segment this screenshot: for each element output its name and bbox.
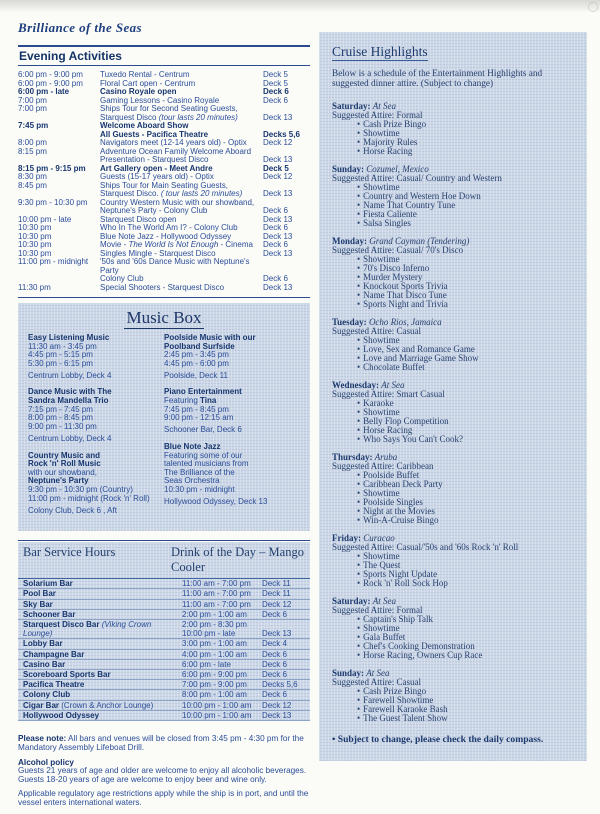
day-item: • Salsa Singles bbox=[357, 218, 411, 228]
bullet-icon: • bbox=[357, 515, 361, 525]
activity-deck: Deck 13 bbox=[263, 248, 293, 258]
activity-deck: Deck 6 bbox=[263, 206, 288, 215]
bar-row bbox=[18, 711, 310, 721]
day-attire: Suggested Attire: Smart Casual bbox=[332, 389, 445, 399]
bullet-icon: • bbox=[357, 263, 361, 273]
day-item: • Who Says You Can't Cook? bbox=[357, 434, 464, 444]
day-attire: Suggested Attire: Casual bbox=[332, 326, 421, 336]
day-item: • Murder Mystery bbox=[357, 272, 423, 282]
day-item: • Karaoke bbox=[357, 398, 394, 408]
day-item: • Showtime bbox=[357, 182, 400, 192]
drink-of-the-day: Drink of the Day – Mango Cooler bbox=[171, 545, 304, 575]
block-venue: Poolside, Deck 11 bbox=[164, 370, 228, 380]
bullet-icon: • bbox=[357, 128, 361, 138]
left-column bbox=[18, 20, 310, 814]
bar-time: 6:00 pm - 9:00 pm bbox=[182, 670, 247, 680]
bullet-icon: • bbox=[357, 578, 361, 588]
bar-name: Champagne Bar bbox=[23, 649, 85, 659]
bullet-icon: • bbox=[357, 560, 361, 570]
day-attire: Suggested Attire: Formal bbox=[332, 110, 423, 120]
bar-deck: Deck 11 bbox=[262, 579, 291, 589]
activity-event: Navigators meet (12-14 years old) - Optix bbox=[100, 138, 247, 147]
activity-time: 9:30 pm - 10:30 pm bbox=[18, 197, 88, 207]
day-item: • Showtime bbox=[357, 128, 400, 138]
activity-row bbox=[18, 105, 310, 122]
activity-deck: Deck 13 bbox=[263, 189, 293, 198]
day-item: • 70's Disco Inferno bbox=[357, 263, 430, 273]
activity-time: 10:30 pm bbox=[18, 240, 52, 249]
day-block bbox=[332, 318, 575, 372]
bar-time: 11:00 am - 7:00 pm bbox=[182, 579, 251, 589]
bullet-icon: • bbox=[357, 506, 361, 516]
alcohol-policy-line: Guests 18-20 years of age are welcome to enjoy beer and wine only. bbox=[18, 775, 267, 785]
bar-time: 10:00 pm - 1:00 am bbox=[182, 710, 252, 720]
day-attire: Suggested Attire: Caribbean bbox=[332, 461, 434, 471]
regulatory-note: Applicable regulatory age restrictions apply while the ship is in port, and until the vessel enters international waters. bbox=[18, 789, 309, 807]
bullet-icon: • bbox=[357, 218, 361, 228]
alcohol-policy-line: Guests 21 years of age and older are welcome to enjoy all alcoholic beverages. bbox=[18, 766, 307, 776]
activity-deck: Deck 13 bbox=[263, 155, 293, 164]
bullet-icon: • bbox=[357, 470, 361, 480]
day-port: Ocho Rios, Jamaica bbox=[368, 317, 442, 327]
day-item: • Chef's Cooking Demonstration bbox=[357, 641, 475, 651]
bullet-icon: • bbox=[357, 254, 361, 264]
notes-section bbox=[18, 735, 310, 808]
activity-deck: Deck 6 bbox=[263, 87, 289, 96]
day-block bbox=[332, 597, 575, 660]
bar-service-header bbox=[18, 542, 310, 579]
activity-event: Gaming Lessons - Casino Royale bbox=[100, 95, 220, 105]
music-box-columns bbox=[28, 334, 300, 523]
day-name: Monday: bbox=[332, 236, 370, 246]
block-venue: Centrum Lobby, Deck 4 bbox=[28, 370, 112, 380]
day-port: At Sea bbox=[366, 668, 390, 678]
bar-row bbox=[18, 680, 310, 690]
activity-time: 8:15 pm - 9:15 pm bbox=[18, 163, 86, 173]
bar-name: Scoreboard Sports Bar bbox=[23, 670, 111, 680]
day-name: Saturday: bbox=[332, 596, 373, 606]
activity-deck: Deck 13 bbox=[263, 112, 293, 122]
bullet-icon: • bbox=[357, 191, 361, 201]
highlights-footer: • Subject to change, please check the daily compass. bbox=[332, 734, 544, 745]
cruise-highlights-title: Cruise Highlights bbox=[332, 44, 428, 59]
day-block bbox=[332, 237, 575, 309]
day-item: • Showtime bbox=[357, 551, 400, 561]
day-item: • Belly Flop Competition bbox=[357, 416, 449, 426]
activity-event: Casino Royale open bbox=[100, 87, 177, 96]
bar-time: 4:00 pm - 1:00 am bbox=[182, 649, 247, 659]
bar-name: Casino Bar bbox=[23, 659, 66, 669]
bar-row bbox=[18, 620, 310, 639]
activity-row bbox=[18, 258, 310, 284]
day-item: • Love and Marriage Game Show bbox=[357, 353, 479, 363]
bullet-icon: • bbox=[357, 650, 361, 660]
day-block bbox=[332, 102, 575, 156]
bullet-icon: • bbox=[357, 290, 361, 300]
bar-row bbox=[18, 600, 310, 610]
bar-row bbox=[18, 650, 310, 660]
bullet-icon: • bbox=[357, 281, 361, 291]
block-venue: Colony Club, Deck 6 , Aft bbox=[28, 505, 117, 515]
day-attire: Suggested Attire: Casual/'50s and '60s Rock 'n' Roll bbox=[332, 542, 519, 552]
intro-line: suggested dinner attire. (Subject to change) bbox=[332, 79, 494, 89]
bar-name: Pacifica Theatre bbox=[23, 680, 85, 690]
activity-deck: Deck 6 bbox=[263, 274, 288, 283]
bar-row bbox=[18, 579, 310, 589]
activity-event: Who In The World Am I? - Colony Club bbox=[100, 223, 238, 232]
activity-event: Guests (15-17 years old) - Optix bbox=[100, 172, 214, 181]
day-item: • Knockout Sports Trivia bbox=[357, 281, 448, 291]
day-item: • Country and Western Hoe Down bbox=[357, 191, 481, 201]
bar-name: Starquest Disco Bar (Viking Crown Lounge) bbox=[23, 620, 152, 639]
alcohol-policy-title: Alcohol policy bbox=[18, 757, 74, 767]
activity-time: 10:00 pm - late bbox=[18, 214, 72, 224]
bullet-icon: • bbox=[357, 299, 361, 309]
day-name: Wednesday: bbox=[332, 380, 382, 390]
alcohol-policy-lines bbox=[18, 767, 310, 785]
bar-time: 6:00 pm - late bbox=[182, 659, 231, 669]
day-name: Tuesday: bbox=[332, 317, 369, 327]
day-item: • Gala Buffet bbox=[357, 632, 406, 642]
bullet-icon: • bbox=[357, 209, 361, 219]
music-box-column-right bbox=[164, 334, 300, 523]
bullet-icon: • bbox=[357, 686, 361, 696]
day-name: Sunday: bbox=[332, 164, 367, 174]
day-block bbox=[332, 534, 575, 588]
bullet-icon: • bbox=[357, 623, 361, 633]
bullet-icon: • bbox=[357, 488, 361, 498]
day-name: Friday: bbox=[332, 533, 364, 543]
day-port: At Sea bbox=[372, 101, 397, 111]
bullet-icon: • bbox=[357, 119, 361, 129]
bar-deck: Deck 6 bbox=[262, 670, 287, 680]
bar-deck: Deck 6 bbox=[262, 690, 287, 700]
activity-event: Tuxedo Rental - Centrum bbox=[100, 70, 190, 79]
music-block: Poolside Music with our Poolband Surfside 2:45 pm - 3:45 pm 4:45 pm - 6:00 pm Poolside, Deck 11 bbox=[164, 334, 300, 380]
day-item: • The Guest Talent Show bbox=[357, 713, 448, 723]
day-item: • Poolside Singles bbox=[357, 497, 423, 507]
bullet-icon: • bbox=[357, 398, 361, 408]
bar-name: Solarium Bar bbox=[23, 579, 73, 589]
bullet-icon: • bbox=[357, 713, 361, 723]
activity-deck: Deck 6 bbox=[263, 240, 288, 249]
day-item: • Horse Racing, Owners Cup Race bbox=[357, 650, 483, 660]
bar-deck: Deck 12 bbox=[262, 700, 292, 710]
block-venue: Schooner Bar, Deck 6 bbox=[164, 425, 242, 435]
activity-event: Movie - The World Is Not Enough - Cinema bbox=[100, 240, 253, 249]
bar-time: 11:00 am - 7:00 pm bbox=[182, 589, 251, 599]
music-block: Piano Entertainment Featuring Tina 7:45 pm - 8:45 pm 9:00 pm - 12:15 am Schooner Bar, Deck 6 bbox=[164, 388, 300, 434]
activity-time: 6:00 pm - 9:00 pm bbox=[18, 78, 83, 88]
bar-deck: Deck 6 bbox=[262, 649, 287, 659]
activity-deck: Deck 5 bbox=[263, 70, 288, 79]
block-venue: Centrum Lobby, Deck 4 bbox=[28, 433, 112, 443]
day-item: • Showtime bbox=[357, 335, 400, 345]
bullet-icon: • bbox=[357, 344, 361, 354]
activity-deck: Deck 5 bbox=[263, 163, 289, 173]
bar-time: 10:00 pm - 1:00 am bbox=[182, 700, 252, 710]
day-item: • Fiesta Caliente bbox=[357, 209, 417, 219]
bullet-icon: • bbox=[357, 497, 361, 507]
bullet-icon: • bbox=[357, 146, 361, 156]
bar-service-title: Bar Service Hours bbox=[23, 545, 116, 560]
bullet-icon: • bbox=[357, 407, 361, 417]
bullet-icon: • bbox=[357, 695, 361, 705]
activity-time: 6:00 pm - 9:00 pm bbox=[18, 70, 83, 79]
bar-name: Hollywood Odyssey bbox=[23, 710, 100, 720]
activity-time: 6:00 pm - late bbox=[18, 87, 70, 96]
day-item: • Night at the Movies bbox=[357, 506, 435, 516]
divider bbox=[18, 540, 310, 541]
day-item: • Rock 'n' Roll Sock Hop bbox=[357, 578, 448, 588]
bullet-icon: • bbox=[357, 335, 361, 345]
bar-row bbox=[18, 670, 310, 680]
bullet-icon: • bbox=[357, 614, 361, 624]
day-port: At Sea bbox=[372, 596, 397, 606]
activity-event: Special Shooters - Starquest Disco bbox=[100, 282, 225, 292]
day-name: Thursday: bbox=[332, 452, 375, 462]
day-item: • Showtime bbox=[357, 488, 400, 498]
activity-time: 10:30 pm bbox=[18, 231, 52, 241]
day-item: • Captain's Ship Talk bbox=[357, 614, 433, 624]
bullet-icon: • bbox=[357, 479, 361, 489]
day-item: • Majority Rules bbox=[357, 137, 418, 147]
activity-deck: Deck 13 bbox=[263, 282, 293, 292]
day-port: At Sea bbox=[381, 380, 405, 390]
day-item: • Showtime bbox=[357, 254, 400, 264]
bar-name: Cigar Bar (Crown & Anchor Lounge) bbox=[23, 700, 154, 710]
music-block: Blue Note Jazz Featuring some of our talented musicians from The Brilliance of the Seas Orchestra 10:30 pm - midnight Hollywood Odyssey, Deck 13 bbox=[164, 443, 300, 507]
day-block bbox=[332, 165, 575, 228]
day-item: • Horse Racing bbox=[357, 146, 413, 156]
day-name: Sunday: bbox=[332, 668, 367, 678]
day-port: Curacao bbox=[363, 533, 395, 543]
day-port: Grand Cayman (Tendering) bbox=[369, 236, 470, 246]
bar-row bbox=[18, 690, 310, 700]
evening-activities-title: Evening Activities bbox=[19, 49, 122, 63]
music-box-panel bbox=[18, 303, 310, 531]
day-item: • Farewell Showtime bbox=[357, 695, 434, 705]
divider bbox=[18, 65, 310, 66]
bar-name: Colony Club bbox=[23, 690, 71, 700]
bar-time: 8:00 pm - 1:00 am bbox=[182, 690, 247, 700]
bar-name: Schooner Bar bbox=[23, 609, 76, 619]
day-item: • Win-A-Cruise Bingo bbox=[357, 515, 439, 525]
activity-event: Floral Cart open - Centrum bbox=[100, 78, 196, 88]
bar-row bbox=[18, 660, 310, 670]
bar-deck: Deck 6 bbox=[262, 609, 287, 619]
highlights-intro bbox=[332, 69, 575, 89]
day-item: • Cash Prize Bingo bbox=[357, 119, 427, 129]
day-item: • Cash Prize Bingo bbox=[357, 686, 427, 696]
activity-event: Art Gallery open - Meet Andre bbox=[100, 163, 213, 173]
day-item: • Caribbean Deck Party bbox=[357, 479, 443, 489]
bullet-icon: • bbox=[357, 353, 361, 363]
bullet-icon: • bbox=[357, 551, 361, 561]
music-box-title: Music Box bbox=[126, 308, 202, 327]
day-item: • Poolside Buffet bbox=[357, 470, 420, 480]
day-item: • Horse Racing bbox=[357, 425, 413, 435]
day-block bbox=[332, 453, 575, 525]
activity-event: Adventure Ocean Family Welcome Aboard Presentation - Starquest Disco bbox=[100, 146, 252, 164]
bar-deck: Deck 6 bbox=[262, 659, 287, 669]
bullet-icon: • bbox=[357, 182, 361, 192]
scan-shadow bbox=[0, 0, 600, 15]
divider bbox=[18, 297, 310, 298]
bullet-icon: • bbox=[357, 434, 361, 444]
bullet-icon: • bbox=[357, 200, 361, 210]
activity-event: Ships Tour for Main Seating Guests, Starquest Disco. ( tour lasts 20 minutes) bbox=[100, 180, 243, 198]
cruise-highlights-panel bbox=[319, 32, 587, 761]
activity-deck: Decks 5,6 bbox=[263, 129, 300, 139]
day-item: • Chocolate Buffet bbox=[357, 362, 425, 372]
bar-deck: Deck 4 bbox=[262, 639, 287, 649]
activity-time: 8:15 pm bbox=[18, 146, 47, 156]
activity-time: 11:00 pm - midnight bbox=[18, 257, 89, 266]
activity-time: 7:00 pm bbox=[18, 104, 47, 113]
bar-time: 7:00 pm - 9:00 pm bbox=[182, 680, 247, 690]
day-item: • The Quest bbox=[357, 560, 401, 570]
activity-event: Blue Note Jazz - Hollywood Odyssey bbox=[100, 231, 232, 241]
bullet-icon: • bbox=[357, 632, 361, 642]
activity-row bbox=[18, 182, 310, 199]
bullet-icon: • bbox=[357, 569, 361, 579]
day-attire: Suggested Attire: Formal bbox=[332, 605, 423, 615]
bar-row bbox=[18, 639, 310, 649]
activity-time: 10:30 pm bbox=[18, 223, 52, 232]
activity-time: 8:30 pm bbox=[18, 172, 47, 181]
activity-time: 11:30 pm bbox=[18, 282, 51, 292]
bullet-icon: • bbox=[357, 641, 361, 651]
activity-time: 10:30 pm bbox=[18, 248, 52, 258]
day-block bbox=[332, 381, 575, 444]
activity-time: 7:00 pm bbox=[18, 95, 47, 105]
block-venue: Hollywood Odyssey, Deck 13 bbox=[164, 497, 268, 506]
bar-deck: Decks 5,6 bbox=[262, 680, 298, 690]
bar-name: Lobby Bar bbox=[23, 639, 63, 649]
bullet-icon: • bbox=[357, 272, 361, 282]
activity-deck: Deck 13 bbox=[263, 231, 293, 241]
activity-event: Ships Tour for Second Seating Guests, Starquest Disco (tour lasts 20 minutes) bbox=[100, 104, 238, 122]
bar-time: 2:00 pm - 1:00 am bbox=[182, 609, 247, 619]
highlights-days bbox=[332, 102, 575, 723]
activity-deck: Deck 6 bbox=[263, 95, 288, 105]
day-item: • Showtime bbox=[357, 407, 400, 417]
activity-event: '50s and '60s Dance Music with Neptune's Party Colony Club bbox=[100, 257, 250, 283]
activity-event: Welcome Aboard Show All Guests - Pacifica Theatre bbox=[100, 121, 209, 139]
music-block: Dance Music with The Sandra Mandella Trio 7:15 pm - 7:45 pm 8:00 pm - 8:45 pm 9:00 pm - 11:30 pm Centrum Lobby, Deck 4 bbox=[28, 388, 164, 443]
activity-deck: Deck 6 bbox=[263, 223, 288, 232]
bar-time: 3:00 pm - 1:00 am bbox=[182, 639, 247, 649]
activity-row bbox=[18, 199, 310, 216]
bullet-icon: • bbox=[357, 416, 361, 426]
bar-deck: Deck 13 bbox=[262, 629, 292, 639]
activity-row bbox=[18, 284, 310, 293]
bar-service-rows bbox=[18, 579, 310, 721]
day-item: • Sports Night and Trivia bbox=[357, 299, 448, 309]
intro-line: Below is a schedule of the Entertainment Highlights and bbox=[332, 69, 543, 79]
scan-artifact-dot bbox=[588, 2, 598, 12]
bar-name: Pool Bar bbox=[23, 589, 56, 599]
music-block: Country Music and Rock 'n' Roll Music with our showband, Neptune's Party 9:30 pm - 10:30 pm (Country) 11:00 pm - midnight (Rock 'n' Roll) Colony Club, Deck 6 , Aft bbox=[28, 452, 164, 516]
bar-row bbox=[18, 701, 310, 711]
day-block bbox=[332, 669, 575, 723]
bar-deck: Deck 13 bbox=[262, 710, 292, 720]
day-port: Cozumel, Mexico bbox=[366, 164, 429, 174]
day-name: Saturday: bbox=[332, 101, 373, 111]
bullet-icon: • bbox=[357, 704, 361, 714]
bullet-icon: • bbox=[357, 137, 361, 147]
bar-time: 2:00 pm - 8:30 pm 10:00 pm - late bbox=[182, 620, 247, 639]
music-block: Easy Listening Music 11:30 am - 3:45 pm 4:45 pm - 5:15 pm 5:30 pm - 6:15 pm Centrum Lobby, Deck 4 bbox=[28, 334, 164, 380]
ship-name: Brilliance of the Seas bbox=[18, 20, 142, 35]
bar-time: 11:00 am - 7:00 pm bbox=[182, 599, 251, 609]
bullet-icon: • bbox=[357, 425, 361, 435]
day-item: • Sports Night Update bbox=[357, 569, 438, 579]
day-item: • Love, Sex and Romance Game bbox=[357, 344, 475, 354]
bullet-icon: • bbox=[357, 362, 361, 372]
activity-row bbox=[18, 148, 310, 165]
day-attire: Suggested Attire: Casual/ 70's Disco bbox=[332, 245, 464, 255]
bar-row bbox=[18, 610, 310, 620]
bar-deck: Deck 12 bbox=[262, 599, 292, 609]
day-port: Aruba bbox=[374, 452, 398, 462]
day-attire: Suggested Attire: Casual/ Country and Western bbox=[332, 173, 502, 183]
bar-deck: Deck 11 bbox=[262, 589, 291, 599]
activity-time: 8:45 pm bbox=[18, 180, 47, 190]
activity-event: Starquest Disco open bbox=[100, 214, 177, 224]
activity-row bbox=[18, 122, 310, 139]
day-item: • Showtime bbox=[357, 623, 400, 633]
day-item: • Name That Country Tune bbox=[357, 200, 456, 210]
please-note: Please note: All bars and venues will be closed from 3:45 pm - 4:30 pm for the Mandatory Assembly Lifeboat Drill. bbox=[18, 734, 304, 752]
activity-event: Singles Mingle - Starquest Disco bbox=[100, 248, 216, 258]
evening-activities-rows bbox=[18, 71, 310, 292]
bar-row bbox=[18, 589, 310, 599]
activity-deck: Deck 13 bbox=[263, 214, 293, 224]
day-item: • Name That Disco Tune bbox=[357, 290, 447, 300]
activity-deck: Deck 5 bbox=[263, 78, 288, 88]
bar-name: Sky Bar bbox=[23, 599, 53, 609]
activity-event: Country Western Music with our showband, Neptune's Party - Colony Club bbox=[100, 197, 255, 215]
activity-deck: Deck 12 bbox=[263, 138, 293, 147]
day-attire: Suggested Attire: Casual bbox=[332, 677, 421, 687]
activity-time: 7:45 pm bbox=[18, 121, 49, 130]
activity-time: 8:00 pm bbox=[18, 138, 47, 147]
day-item: • Farewell Karaoke Bash bbox=[357, 704, 448, 714]
music-box-column-left bbox=[28, 334, 164, 523]
activity-deck: Deck 12 bbox=[263, 172, 293, 181]
